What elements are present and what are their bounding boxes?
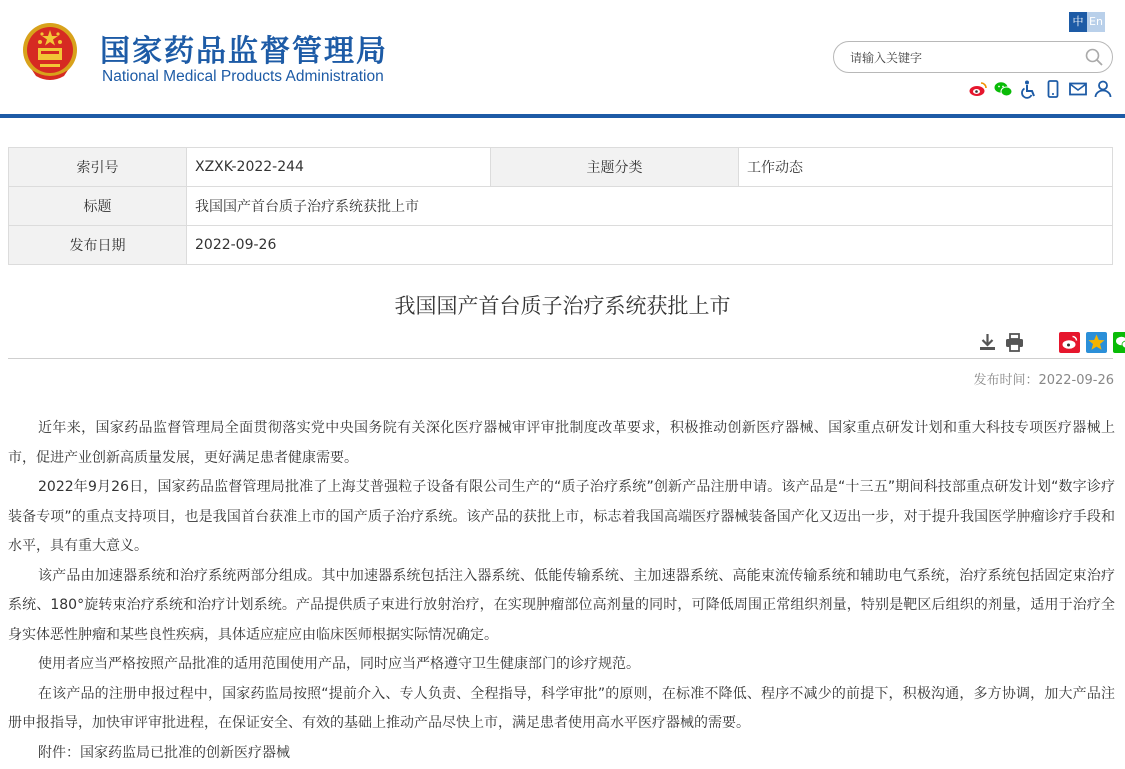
article-info-table <box>8 147 1113 265</box>
article-paragraph: 在该产品的注册申报过程中，国家药监局按照“提前介入、专人负责、全程指导，科学审批”的原则，在标准不降低、程序不减少的前提下，积极沟通，多方协调，加大产品注册申报指导，加快审评审批进程，在保证安全、有效的基础上推动产品尽快上市，满足患者使用高水平医疗器械的需要。 <box>8 685 1115 731</box>
article-paragraph: 2022年9月26日，国家药品监督管理局批准了上海艾普强粒子设备有限公司生产的“质子治疗系统”创新产品注册申请。该产品是“十三五”期间科技部重点研发计划“数字诊疗装备专项”的重点支持项目，也是我国首台获准上市的国产质子治疗系统。该产品的获批上市，标志着我国高端医疗器械装备国产化又迈出一步，对于提升我国医学肿瘤诊疗手段和水平，具有重大意义。 <box>8 479 1115 554</box>
publish-time: 发布时间：2022-09-26 <box>973 373 1114 388</box>
lang-en-button[interactable]: En <box>1087 12 1105 32</box>
mail-icon[interactable] <box>1068 79 1088 99</box>
article-paragraph: 该产品由加速器系统和治疗系统两部分组成。其中加速器系统包括注入器系统、低能传输系统、主加速器系统、高能束流传输系统和辅助电气系统，治疗系统包括固定束治疗系统、180°旋转束治疗系统和治疗计划系统。产品提供质子束进行放射治疗，在实现肿瘤部位高剂量的同时，可降低周围正常组织剂量，特别是靶区后组织的剂量，适用于治疗全身实体恶性肿瘤和某些良性疾病，具体适应症应由临床医师根据实际情况确定。 <box>8 567 1115 643</box>
article-paragraph: 近年来，国家药品监督管理局全面贯彻落实党中央国务院有关深化医疗器械审评审批制度改革要求，积极推动创新医疗器械、国家重点研发计划和重大科技专项医疗器械上市，促进产业创新高质量发展，更好满足患者健康需要。 <box>8 420 1115 466</box>
accessibility-icon[interactable] <box>1018 79 1038 99</box>
title-label: 标题 <box>9 187 187 226</box>
weibo-icon[interactable] <box>968 79 988 99</box>
article-body <box>8 414 1115 768</box>
share-spacer <box>1031 332 1053 353</box>
download-icon[interactable] <box>977 332 998 353</box>
language-switcher <box>1069 12 1105 32</box>
date-label: 发布日期 <box>9 226 187 265</box>
site-header <box>0 0 1125 118</box>
title-value: 我国国产首台质子治疗系统获批上市 <box>187 187 1113 226</box>
search-box <box>833 41 1113 73</box>
national-emblem-icon[interactable] <box>18 20 82 84</box>
site-name-cn[interactable]: 国家药品监督管理局 <box>100 34 388 69</box>
attachment-link[interactable]: 附件：国家药监局已批准的创新医疗器械 <box>38 744 290 761</box>
wechat-icon[interactable] <box>993 79 1013 99</box>
share-weibo-icon[interactable] <box>1059 332 1080 353</box>
info-row-index <box>9 148 1113 187</box>
article-paragraph: 使用者应当严格按照产品批准的适用范围使用产品，同时应当严格遵守卫生健康部门的诊疗规范。 <box>38 656 640 672</box>
index-label: 索引号 <box>9 148 187 187</box>
title-divider <box>8 358 1113 359</box>
share-wechat-icon[interactable] <box>1113 332 1125 353</box>
category-label: 主题分类 <box>491 148 739 187</box>
search-input[interactable] <box>850 48 1080 68</box>
lang-zh-button[interactable]: 中 <box>1069 12 1087 32</box>
mobile-icon[interactable] <box>1043 79 1063 99</box>
share-qzone-icon[interactable] <box>1086 332 1107 353</box>
category-value: 工作动态 <box>739 148 1113 187</box>
index-value: XZXK-2022-244 <box>187 148 491 187</box>
site-name-en[interactable]: National Medical Products Administration <box>102 68 384 85</box>
article-title: 我国国产首台质子治疗系统获批上市 <box>394 294 731 318</box>
info-row-title <box>9 187 1113 226</box>
search-icon[interactable] <box>1084 47 1104 67</box>
share-toolbar <box>977 332 1125 353</box>
header-divider <box>0 114 1125 118</box>
print-icon[interactable] <box>1004 332 1025 353</box>
info-row-date <box>9 226 1113 265</box>
date-value: 2022-09-26 <box>187 226 1113 265</box>
header-tools <box>968 79 1113 99</box>
user-icon[interactable] <box>1093 79 1113 99</box>
